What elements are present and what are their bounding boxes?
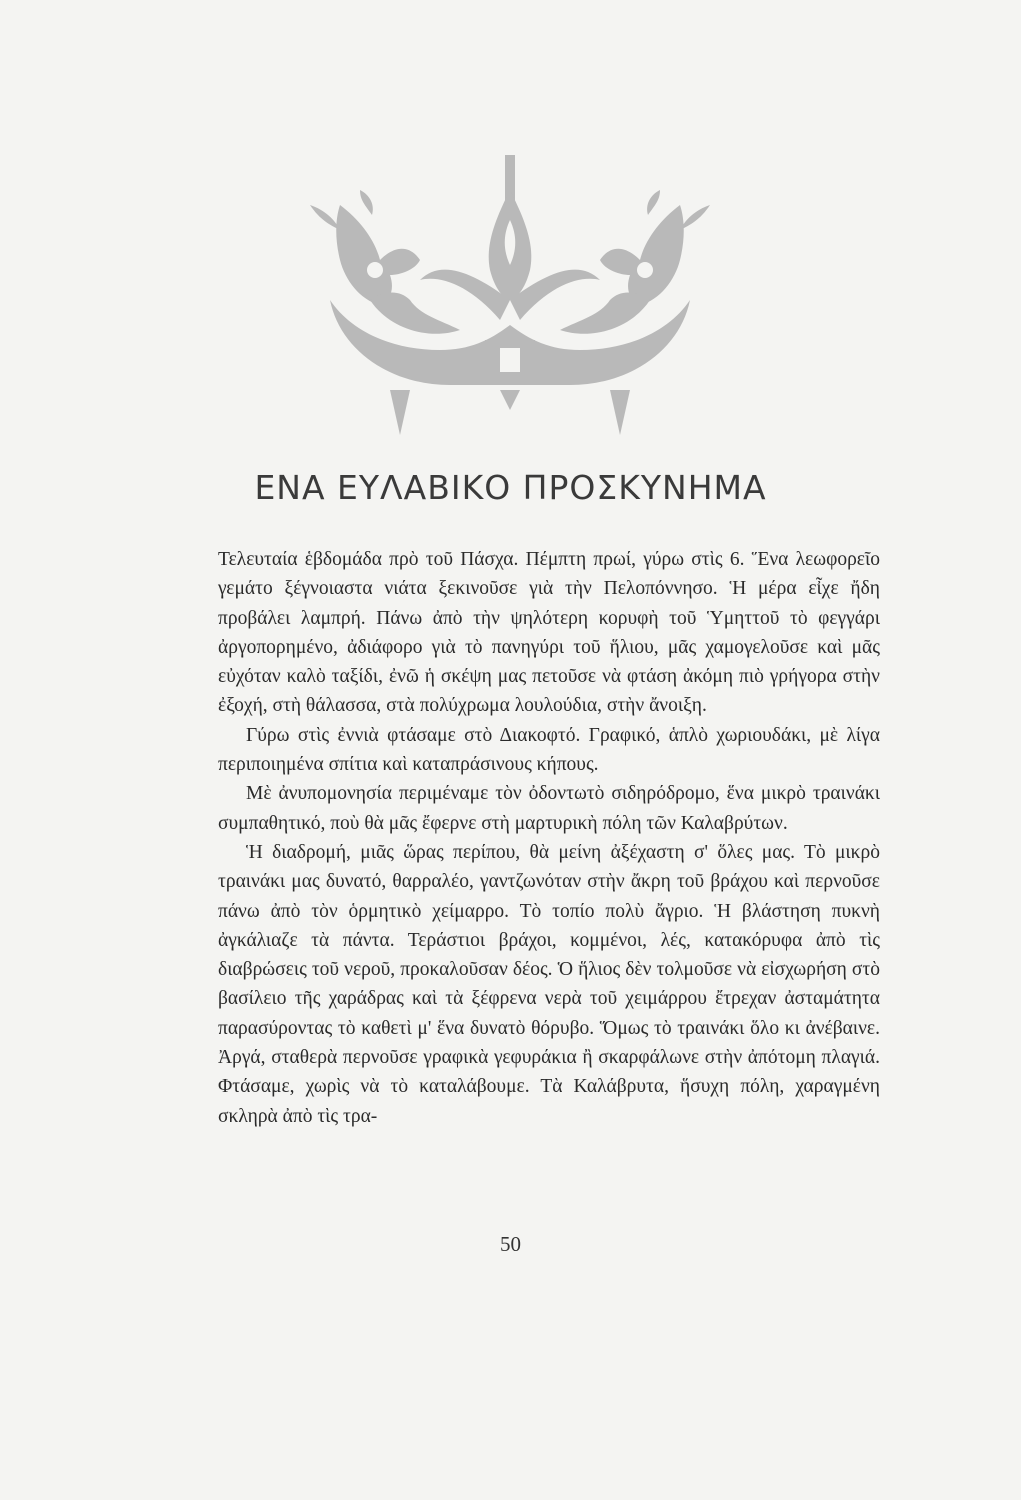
floral-birds-ornament-icon [300, 150, 720, 450]
body-text [218, 545, 880, 1131]
paragraph: Γύρω στὶς ἐννιὰ φτάσαμε στὸ Διακοφτό. Γραφικό, ἁπλὸ χωριουδάκι, μὲ λίγα περιποιημένα σπίτια καὶ καταπράσινους κήπους. [218, 724, 880, 776]
page-number: 50 [500, 1232, 521, 1256]
paragraph: Ἡ διαδρομή, μιᾶς ὥρας περίπου, θὰ μείνη ἀξέχαστη σ' ὅλες μας. Τὸ μικρὸ τραινάκι μας δυνατό, θαρραλέο, γαντζωνόταν στὴν ἄκρη τοῦ βράχου καὶ περνοῦσε πάνω ἀπὸ τὸν ὁρμητικὸ χείμαρρο. Τὸ τοπίο πολὺ ἄγριο. Ἡ βλάστηση πυκνὴ ἀγκάλιαζε τὰ πάντα. Τεράστιοι βράχοι, κομμένοι, λές, κατακόρυφα ἀπὸ τὶς διαβρώσεις τοῦ νεροῦ, προκαλοῦσαν δέος. Ὁ ἥλιος δὲν τολμοῦσε νὰ εἰσχωρήση στὸ βασίλειο τῆς χαράδρας καὶ τὰ ξέφρενα νερὰ τοῦ χειμάρρου ἔτρεχαν ἀσταμάτητα παρασύροντας τὸ καθετὶ μ' ἕνα δυνατὸ θόρυβο. Ὅμως τὸ τραινάκι ὅλο κι ἀνέβαινε. Ἀργά, σταθερὰ περνοῦσε γραφικὰ γεφυράκια ἢ σκαρφάλωνε στὴν ἀπότομη πλαγιά. Φτάσαμε, χωρὶς νὰ τὸ καταλάβουμε. Τὰ Καλάβρυτα, ἥσυχη πόλη, χαραγμένη σκληρὰ ἀπὸ τὶς τρα- [218, 841, 880, 1127]
paragraph: Τελευταία ἑβδομάδα πρὸ τοῦ Πάσχα. Πέμπτη πρωί, γύρω στὶς 6. Ἕνα λεωφορεῖο γεμάτο ξέγνοιαστα νιάτα ξεκινοῦσε γιὰ τὴν Πελοπόννησο. Ἡ μέρα εἶχε ἤδη προβάλει λαμπρή. Πάνω ἀπὸ τὴν ψηλότερη κορυφὴ τοῦ Ὑμηττοῦ τὸ φεγγάρι ἀργοπορημένο, ἀδιάφορο γιὰ τὸ πανηγύρι τοῦ ἥλιου, μᾶς χαμογελοῦσε καὶ μᾶς εὐχόταν καλὸ ταξίδι, ἐνῶ ἡ σκέψη μας πετοῦσε νὰ φτάση ἀκόμη πιὸ γρήγορα στὴν ἐξοχή, στὴ θάλασσα, στὰ πολύχρωμα λουλούδια, στὴν ἄνοιξη. [218, 549, 880, 717]
paragraph: Μὲ ἀνυπομονησία περιμέναμε τὸν ὀδοντωτὸ σιδηρόδρομο, ἕνα μικρὸ τραινάκι συμπαθητικό, ποὺ θὰ μᾶς ἔφερνε στὴ μαρτυρικὴ πόλη τῶν Καλαβρύτων. [218, 783, 880, 834]
page-title: ΕΝΑ ΕΥΛΑΒΙΚΟ ΠΡΟΣΚΥΝΗΜΑ [254, 468, 767, 507]
